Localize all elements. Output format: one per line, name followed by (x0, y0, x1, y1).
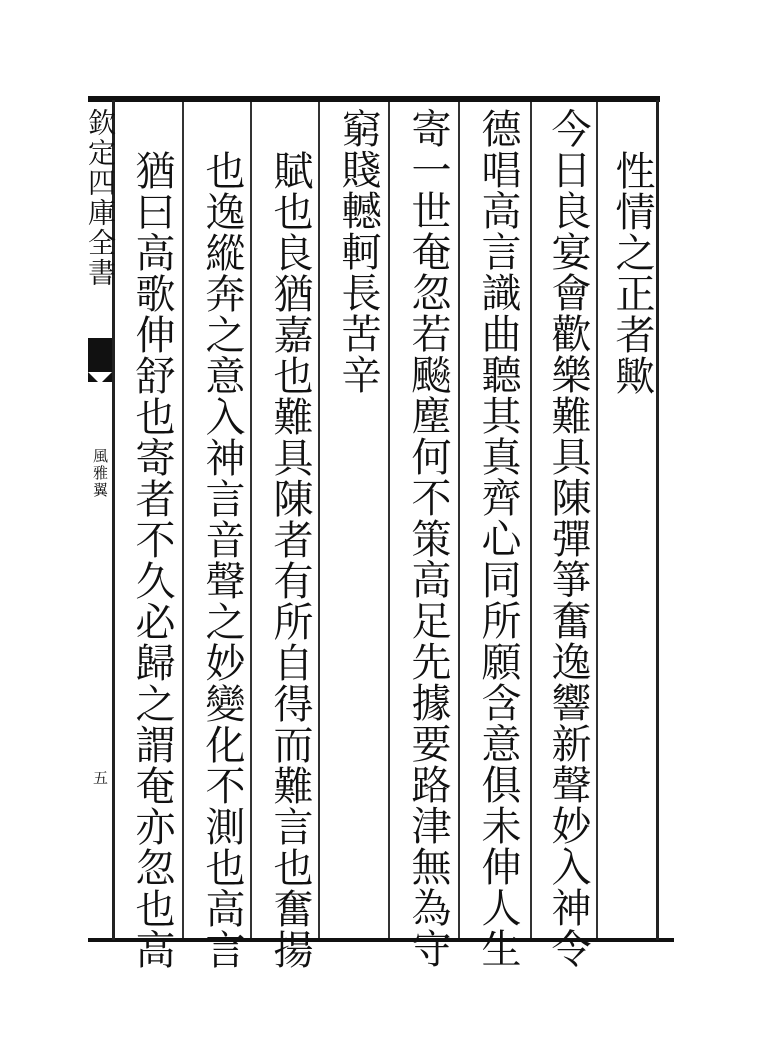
column-rule (596, 102, 598, 938)
text-column-7: 也逸縱奔之意入神言音聲之妙變化不測也高言 (199, 150, 245, 970)
column-rule (182, 102, 184, 938)
text-column-8: 猶曰高歌伸舒也寄者不久必歸之謂奄亦忽也高 (129, 150, 175, 970)
fishtail-notch (88, 372, 112, 384)
text-column-5: 窮賤轗軻長苦辛 (335, 108, 381, 395)
spine-book-title: 風雅翼 (91, 448, 109, 499)
column-rule (388, 102, 390, 938)
spine-title: 欽定四庫全書 (84, 108, 117, 288)
text-column-1: 性情之正者歟 (609, 150, 655, 396)
frame-top-border (88, 96, 660, 102)
text-column-4: 寄一世奄忽若飈塵何不策高足先據要路津無為守 (405, 108, 451, 969)
spine-page-number: 五 (91, 770, 109, 785)
text-column-2: 今日良宴會歡樂難具陳彈箏奮逸響新聲妙入神令 (545, 108, 591, 969)
text-column-6: 賦也良猶嘉也難具陳者有所自得而難言也奮揚 (267, 150, 313, 970)
column-rule (530, 102, 532, 938)
text-column-3: 德唱高言識曲聽其真齊心同所願含意俱未伸人生 (475, 108, 521, 969)
column-rule (250, 102, 252, 938)
column-rule (318, 102, 320, 938)
column-rule (458, 102, 460, 938)
